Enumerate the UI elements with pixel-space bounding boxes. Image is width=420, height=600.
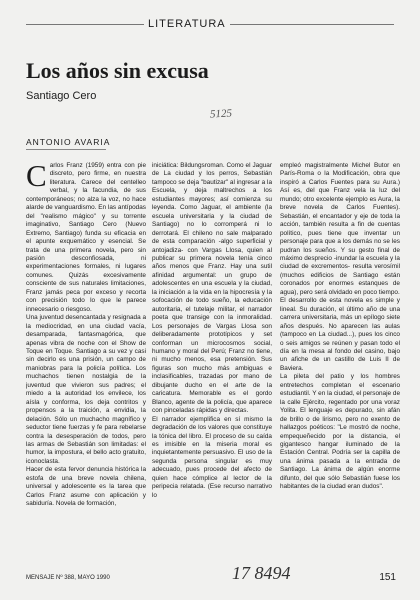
column-paragraph: El desarrollo de esta novela es simple y lineal. Su duración, el último año de una carrera universitaria, más un epílogo siete años después. No aparecen las aulas (tampoco en La ciudad...), pues los cinco o seis amigos se reúnen y pasan todo el día en la mesa al fondo del casino, bajo un afiche de un castillo de Luis II de Baviera. [280,297,400,372]
author-rule [26,149,106,150]
column-paragraph: El narrador ejemplifica en sí mismo la degradación de los valores que constituye la tónica del libro. El proceso de su caída es imisible en la miseria moral es inquietantemente persuasivo. El uso de la segunda persona singular es muy adecuado, pues procede del afecto de quien hace cómplice al lector de la peripecia relatada. (Ese recurso narrativo lo [152,415,272,499]
column-paragraph: La pileta del patio y los hombres entretechos completan el escenario estudiantil. Y en la ciudad, el personaje de la calle Ejército, regentado por una voraz Yolita. El lenguaje es depurado, sin afán de brillo o de lirismo, pero no exento de hallazgos poéticos: "Le mostró de noche, empequeñecido por la distancia, el gigantesco hangar iluminado de la Estación Central. Podría ser la capilla de una ánima pasada a la entrada de Santiago. La ánima de algún enorme difunto, del que sólo Sebastián fuese los habitantes de la ciudad eran dudos". [280,373,400,491]
author-name: ANTONIO AVARIA [26,137,111,147]
text-column-2 [152,162,272,554]
column-paragraph: Hacer de esta fervor denuncia histórica la estofa de una breve novela chilena, universal y adolescente es la tarea que Carlos Franz asume con aplicación y sabiduría. Novela de formación, [26,466,146,508]
article-title: Los años sin excusa [26,58,209,83]
handwritten-note: 5125 [209,107,233,121]
drop-cap: C [26,162,47,193]
text-column-1 [26,162,146,554]
column-paragraph: arlos Franz (1959) entra con pie discreto, pero firme, en nuestra literatura. Carece del centelleo verbal, y la facundia, de sus contemporáneos; no alza la voz, no hace alarde de vanguardismo. En las antípodas del "realismo mágico" y su torrente imaginativo, Santiago Cero (Nuevo Extremo, Santiago) funda su eficacia en el apunte exquemático y esencial. Se trata de una primera novela, pero sin pasión desconfiosada, ni experimentaciones formales, ni lugares comunes. Quizás excesivamente consciente de sus naturales limitaciones, Franz jamás peca por exceso y recorta con precisión todo lo que le parece innecesario o riesgoso. [26,162,146,313]
section-header [26,18,394,31]
column-paragraph: iniciática: Bildungsroman. Como el Jaguar de La ciudad y los perros, Sebastián tampoco se deja "bautizar" al ingresar a la Escuela, y deja maltrechos a los estudiantes mayores; así comienza su leyenda. Como Jaguar, el ambiente (la escuela universitaria y la ciudad de Santiago) no lo corromperá ni lo derrotará. El chileno no sale malparado de esta comparación -algo superficial y antojadiza- con Vargas Llosa, quien al publicar su primera novela tenía cinco años menos que Franz. Hay una sutil afinidad argumental: un grupo de adolescentes en una escuela y la ciudad, la iniciación a la vida en la hipocresía y la sofocación de todo sueño, la educación autoritaria, el tutelaje militar, el narrador poeta que transige con la inmoralidad. Los personajes de Vargas Llosa son deliberadamente prototípicos y set conforman un microcosmos social, humano y moral del Perú; Franz no tiene, ni mucho menos, esa pretensión. Sus figuras son mucho más ambiguas e inclasificables, trazadas por mano de dibujante ducho en el arte de la caricatura. Memorable es el gordo Blanco, agente de la policía, que aparece con pinceladas rápidas y directas. [152,162,272,415]
section-label: LITERATURA [144,18,230,31]
text-column-3 [280,162,400,554]
archive-mark: 17 8494 [232,563,291,583]
page-number: 151 [379,572,396,583]
article-subtitle: Santiago Cero [26,90,97,102]
journal-citation: MENSAJE Nº 388, MAYO 1990 [26,575,110,581]
column-paragraph: Una juventud desencantada y resignada a la mediocridad, en una ciudad vacía, desamparada, fantasmagórica, que apenas vibra de noche con el Show de Toque en Toque. Santiago a su vez y casi sin decirlo es una prisión, un campo de maniobras para la policía política. Los muchachos tienen nostalgia de la juventud que vivieron sus padres; el miedo a la autoridad los envilece, los aísla y conforma, los deja contritos y propensos a la traición, a envidia, la delación. Sólo un muchacho magnífico y seductor tiene fuerzas y fe para rebelarse contra la desesperación de todos, pero las armas de Sebastián son limitadas: el humor, la impostura, el bello acto gratuito, iconoclasta. [26,314,146,465]
column-paragraph: empleó magistralmente Michel Butor en París-Roma o la Modificación, obra que inspiró a Carlos Fuentes para su Aura.) Así es, del que Franz vela la luz del mundo; otro excelente ejemplo es Aura, la breve novela de Carlos Fuentes). Sebastián, el encantador y eje de toda la acción, también resulta a fin de cuentas político, pues tiene que inventar un personaje para que a los demás no se les pudran los sueños. Y su gesto final de máximo desprecio -inundar la escuela y la ciudad de excrementos- resulta verosímil (muchos edificios de Santiago están coronados por enormes estanques de agua), pero será olvidado en poco tiempo. [280,162,400,296]
